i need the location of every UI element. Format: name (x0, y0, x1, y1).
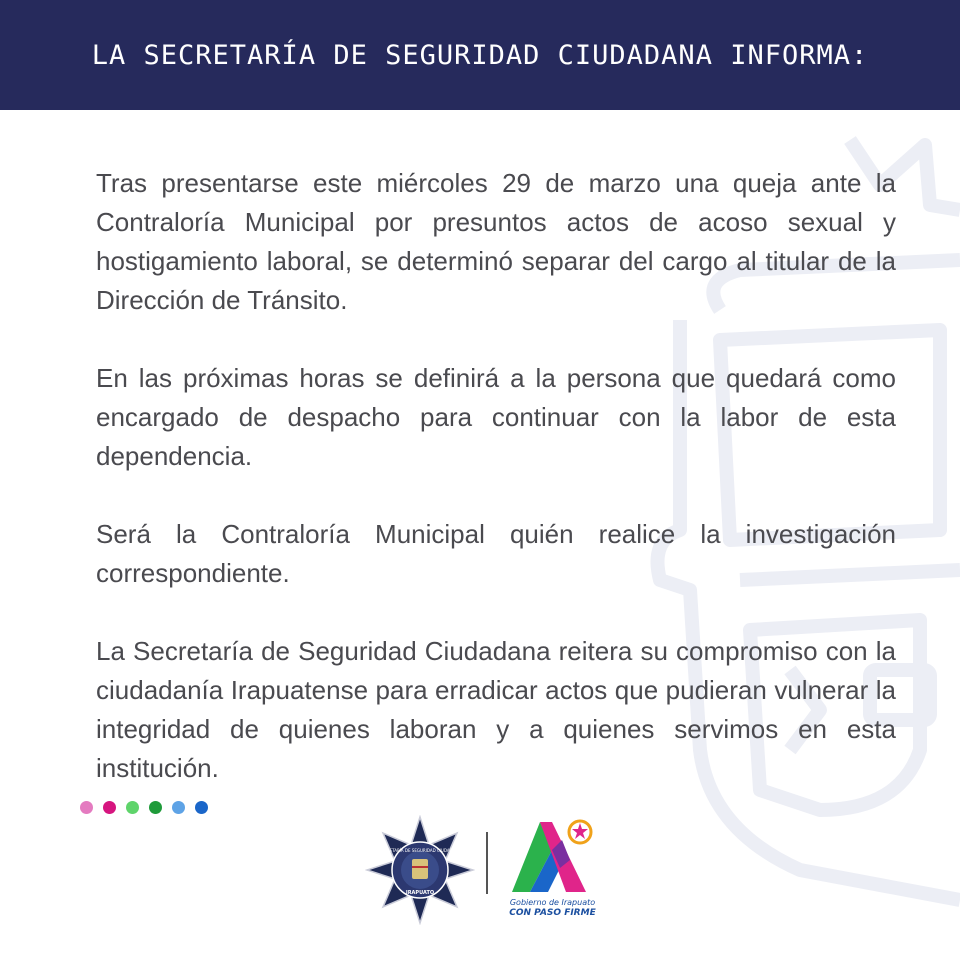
government-tagline-top: Gobierno de Irapuato (509, 898, 596, 907)
dot-blue-light (172, 801, 185, 814)
paragraph-next-steps: En las próximas horas se definirá a la persona que quedará como encargado de despacho para continuar con la labor de esta dependencia. (96, 363, 896, 471)
dot-green-light (126, 801, 139, 814)
paragraph-commitment: La Secretaría de Seguridad Ciudadana reitera su compromiso con la ciudadanía Irapuatense para erradicar actos que pudieran vulnerar la integridad de quienes laboran y a quienes servimos en esta institución. (96, 636, 896, 783)
statement-body (96, 164, 896, 827)
footer-logos (365, 810, 605, 930)
paragraph-incident: Tras presentarse este miércoles 29 de marzo una queja ante la Contraloría Municipal por presuntos actos de acoso sexual y hostigamiento laboral, se determinó separar del cargo al titular de la Dirección de Tránsito. (96, 168, 896, 315)
header-banner (0, 0, 960, 110)
gobierno-irapuato-logo (500, 810, 605, 900)
police-star-badge-icon (365, 815, 475, 925)
dot-pink-light (80, 801, 93, 814)
badge-top-text: SECRETARÍA DE SEGURIDAD CIUDADANA (378, 848, 462, 853)
dot-magenta (103, 801, 116, 814)
paragraph-investigation: Será la Contraloría Municipal quién realice la investigación correspondiente. (96, 519, 896, 588)
logo-divider (486, 832, 488, 894)
dot-green-dark (149, 801, 162, 814)
dot-blue-dark (195, 801, 208, 814)
badge-bottom-text: IRAPUATO (405, 890, 435, 896)
government-logo (500, 810, 605, 930)
government-tagline-bottom: CON PASO FIRME (509, 908, 596, 918)
header-title: LA SECRETARÍA DE SEGURIDAD CIUDADANA INFORMA: (91, 39, 869, 71)
decorative-dots (80, 801, 208, 814)
